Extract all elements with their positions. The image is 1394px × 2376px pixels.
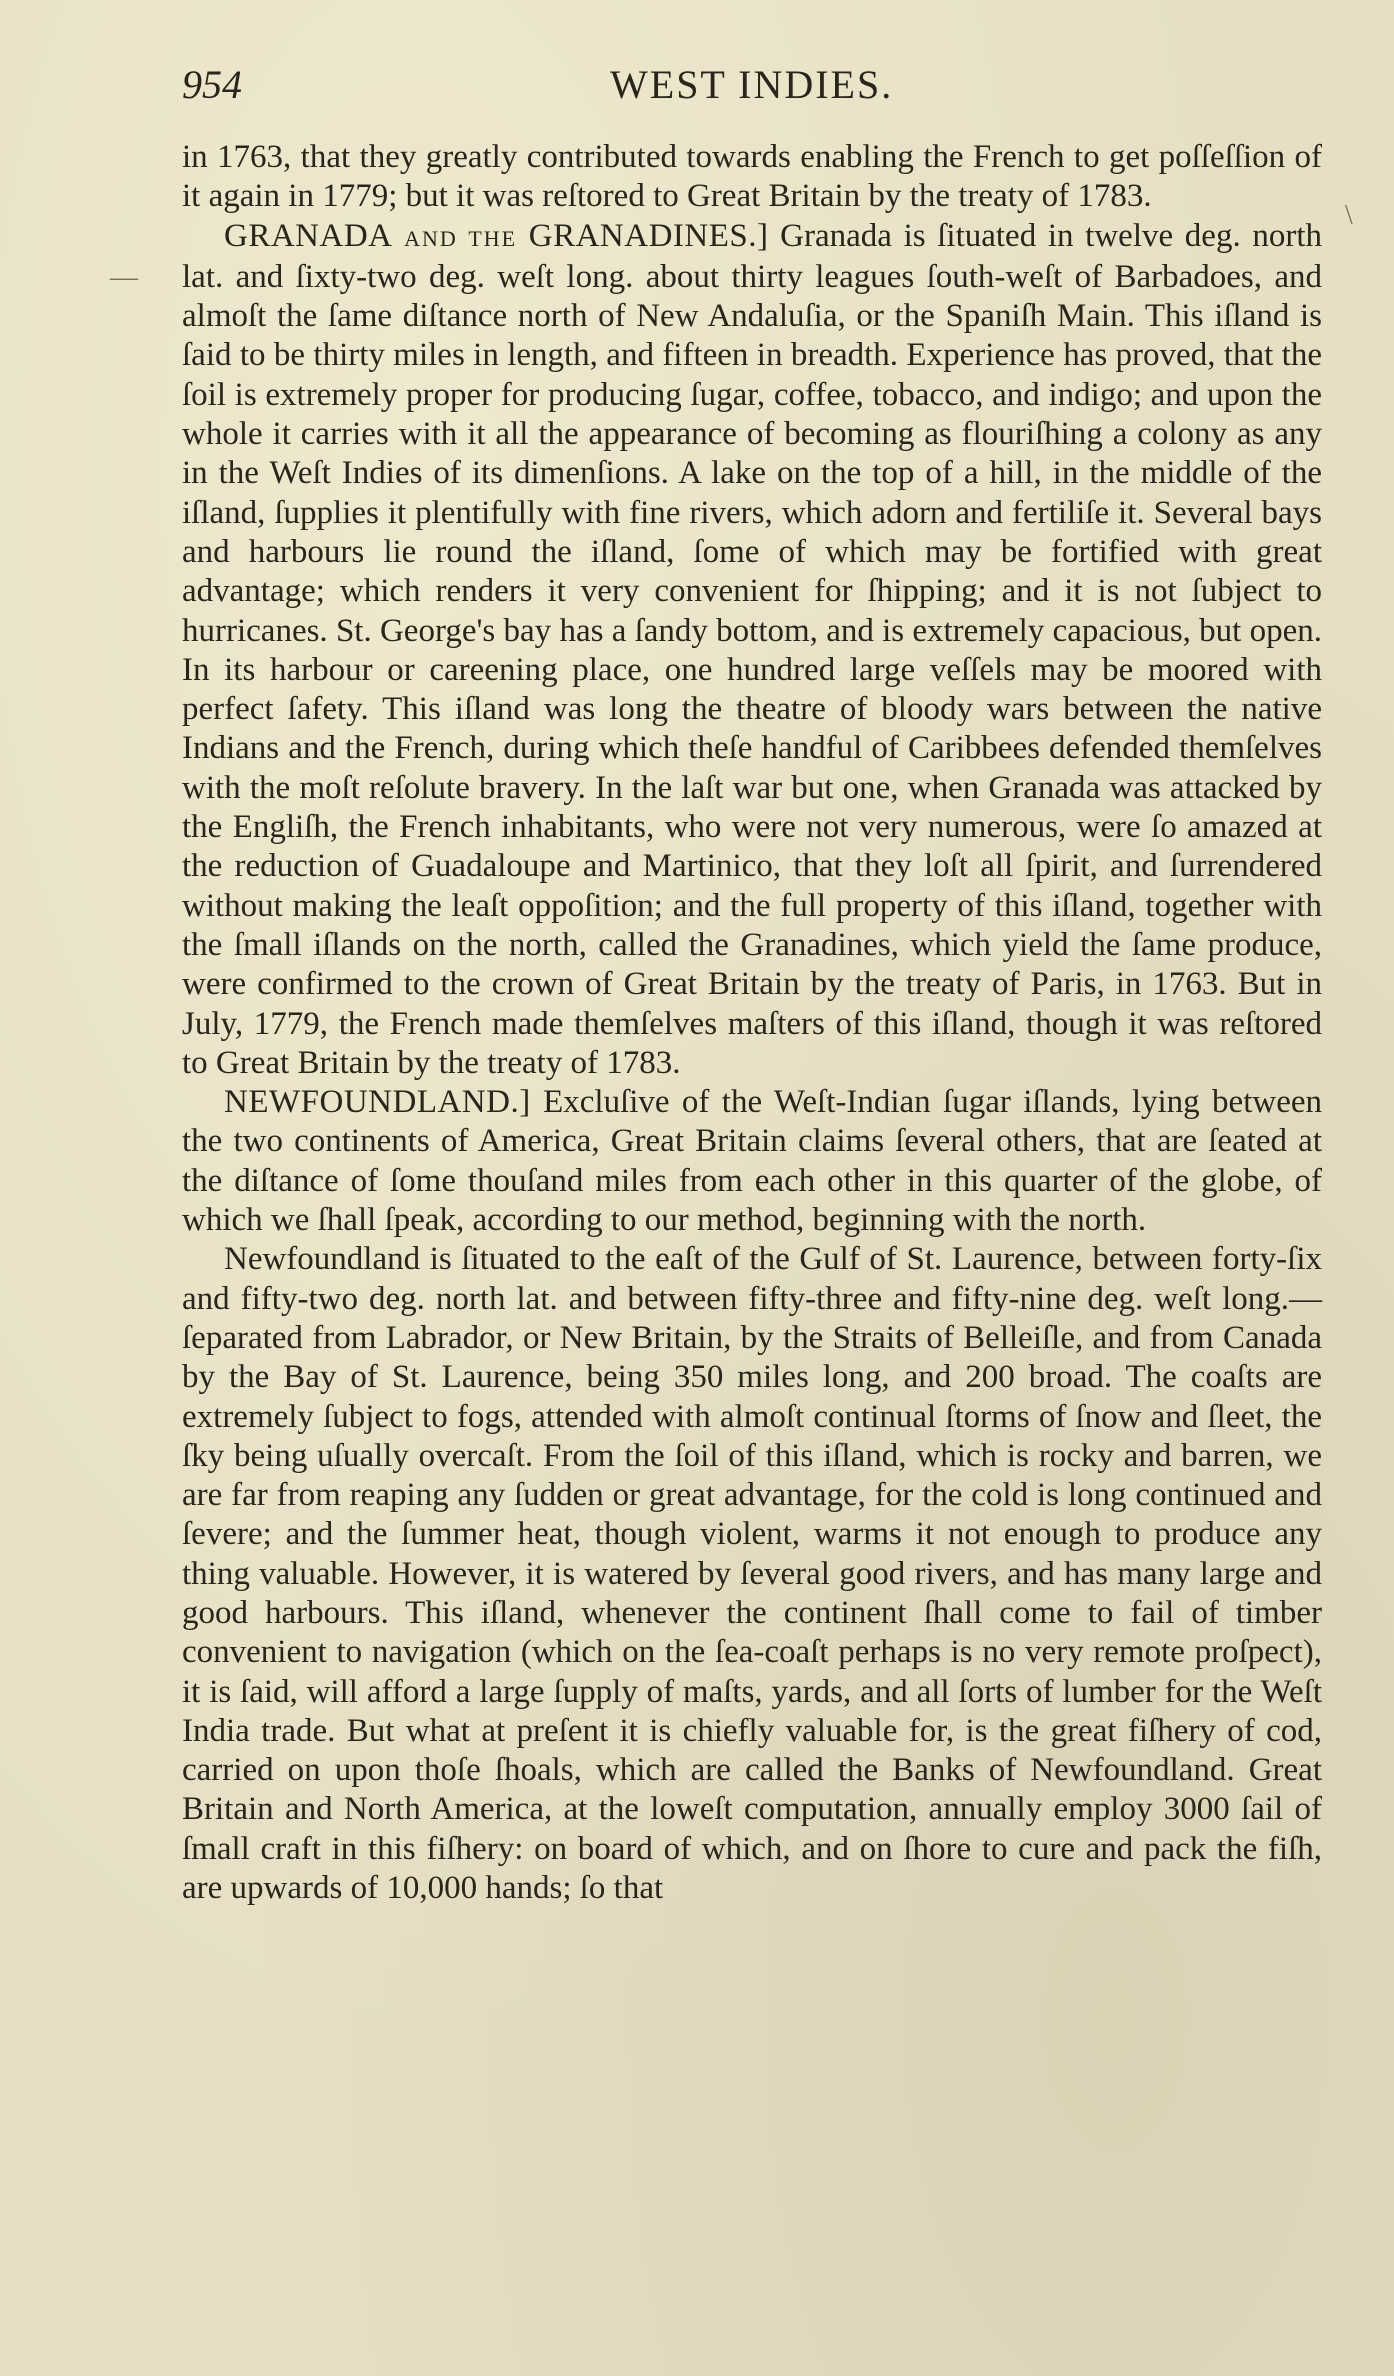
- paragraph-granada: [182, 217, 1322, 1084]
- margin-tick-mark: \: [1345, 200, 1353, 231]
- running-title: WEST INDIES.: [610, 62, 894, 107]
- section-heading-granada: GRANADA: [224, 217, 393, 254]
- margin-dash-mark: —: [110, 262, 138, 293]
- paragraph-newfoundland: Newfoundland is ſituated to the eaſt of the Gulf of St. Laurence, between forty-ſix and fifty-two deg. north lat. and between fifty-three and fifty-nine deg. weſt long.—ſeparated from Labrador, or New Britain, by the Straits of Belleiſle, and from Canada by the Bay of St. Laurence, being 350 miles long, and 200 broad. The coaſts are extremely ſubject to fogs, attended with almoſt continual ſtorms of ſnow and ſleet, the ſky being uſually overcaſt. From the ſoil of this iſland, which is rocky and barren, we are far from reaping any ſudden or great advantage, for the cold is long continued and ſevere; and the ſummer heat, though violent, warms it not enough to produce any thing valuable. However, it is watered by ſeveral good rivers, and has many large and good harbours. This iſland, whenever the continent ſhall come to fail of timber convenient to navigation (which on the ſea-coaſt perhaps is no very remote proſpect), it is ſaid, will afford a large ſupply of maſts, yards, and all ſorts of lumber for the Weſt India trade. But what at preſent it is chiefly valuable for, is the great fiſhery of cod, carried on upon thoſe ſhoals, which are called the Banks of Newfoundland. Great Britain and North America, at the loweſt computation, annually employ 3000 ſail of ſmall craft in this fiſhery: on board of which, and on ſhore to cure and pack the fiſh, are upwards of 10,000 hands; ſo that: [182, 1241, 1322, 1907]
- section-heading-newfoundland: NEWFOUNDLAND.]: [224, 1084, 531, 1121]
- paragraph-newfoundland-intro: [182, 1083, 1322, 1240]
- section-heading-connector: AND THE: [404, 225, 518, 251]
- paragraph-granada-text: Granada is ſituated in twelve deg. north lat. and ſixty-two deg. weſt long. about thirty leagues ſouth-weſt of Barbadoes, and almoſt the ſame diſtance north of New Andaluſia, or the Spaniſh Main. This iſland is ſaid to be thirty miles in length, and fifteen in breadth. Experience has proved, that the ſoil is extremely proper for producing ſugar, coffee, tobacco, and indigo; and upon the whole it carries with it all the appearance of becoming as flouriſhing a colony as any in the Weſt Indies of its dimenſions. A lake on the top of a hill, in the middle of the iſland, ſupplies it plentifully with fine rivers, which adorn and fertiliſe it. Several bays and harbours lie round the iſland, ſome of which may be fortified with great advantage; which renders it very convenient for ſhipping; and it is not ſubject to hurricanes. St. George's bay has a ſandy bottom, and is extremely capacious, but open. In its harbour or careening place, one hundred large veſſels may be moored with perfect ſafety. This iſland was long the theatre of bloody wars between the native Indians and the French, during which theſe handful of Caribbees defended themſelves with the moſt reſolute bravery. In the laſt war but one, when Granada was attacked by the Engliſh, the French inhabitants, who were not very numerous, were ſo amazed at the reduction of Guadaloupe and Martinico, that they loſt all ſpirit, and ſurrendered without making the leaſt oppoſition; and the full property of this iſland, together with the ſmall iſlands on the north, called the Granadines, which yield the ſame produce, were confirmed to the crown of Great Britain by the treaty of Paris, in 1763. But in July, 1779, the French made themſelves maſters of this iſland, though it was reſtored to Great Britain by the treaty of 1783.: [182, 217, 1323, 1081]
- paragraph-newfoundland-intro-text: Excluſive of the Weſt-Indian ſugar iſlands, lying between the two continents of America, Great Britain claims ſeveral others, that are ſeated at the diſtance of ſome thouſand miles from each other in this quarter of the globe, of which we ſhall ſpeak, according to our method, beginning with the north.: [182, 1084, 1322, 1239]
- paragraph-continuation: in 1763, that they greatly contributed towards enabling the French to get poſſeſſion of it again in 1779; but it was reſtored to Great Britain by the treaty of 1783.: [182, 139, 1322, 215]
- page-header: [182, 58, 1322, 112]
- body-text: [182, 138, 1322, 1908]
- section-heading-granadines: GRANADINES.]: [528, 217, 769, 254]
- book-page: [182, 58, 1322, 1908]
- page-number: 954: [182, 62, 242, 107]
